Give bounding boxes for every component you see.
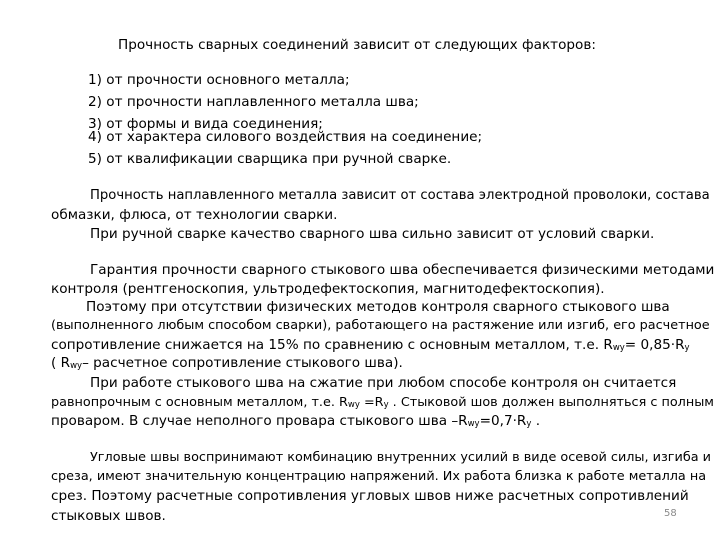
- factor-item-3: 3) от формы и вида соединения;: [88, 116, 323, 132]
- subscript: wy: [347, 400, 360, 410]
- text-run: .: [531, 413, 541, 429]
- paragraph-line: обмазки, флюса, от технологии сварки.: [51, 207, 338, 223]
- text-run: =0,7·R: [479, 413, 527, 429]
- paragraph-line: (выполненного любым способом сварки), работающего на растяжение или изгиб, его расчетное: [51, 318, 710, 333]
- page-number: 58: [664, 508, 677, 519]
- factor-item-4: 4) от характера силового воздействия на соединение;: [88, 129, 483, 145]
- paragraph-line: При ручной сварке качество сварного шва сильно зависит от условий сварки.: [90, 226, 655, 242]
- text-run: равнопрочным с основным металлом, т.е. R: [51, 395, 348, 410]
- paragraph-line: срез. Поэтому расчетные сопротивления угловых швов ниже расчетных сопротивлений: [51, 488, 689, 504]
- subscript: y: [383, 400, 389, 410]
- slide-heading: Прочность сварных соединений зависит от следующих факторов:: [118, 37, 596, 53]
- subscript: y: [526, 419, 532, 429]
- text-run: = 0,85·R: [624, 337, 685, 353]
- paragraph-line: [51, 338, 690, 354]
- subscript: wy: [467, 419, 480, 429]
- paragraph-line: контроля (рентгеноскопия, ультродефектоскопия, магнитодефектоскопия).: [51, 281, 605, 297]
- paragraph-line: Угловые швы воспринимают комбинацию внутренних усилий в виде осевой силы, изгиба и: [90, 450, 711, 465]
- paragraph-line: [51, 414, 540, 430]
- text-run: . Стыковой шов должен выполняться с полным: [388, 395, 714, 410]
- subscript: y: [684, 343, 690, 353]
- paragraph-line: [51, 356, 403, 372]
- text-run: сопротивление снижается на 15% по сравнению с основным металлом, т.е. R: [51, 337, 613, 353]
- subscript: wy: [612, 343, 625, 353]
- paragraph-line: Прочность наплавленного металла зависит от состава электродной проволоки, состава: [90, 188, 710, 203]
- paragraph-line: При работе стыкового шва на сжатие при любом способе контроля он считается: [90, 375, 677, 391]
- paragraph-line: Гарантия прочности сварного стыкового шва обеспечивается физическими методами: [90, 262, 715, 278]
- factor-item-5: 5) от квалификации сварщика при ручной сварке.: [88, 151, 452, 167]
- paragraph-line: Поэтому при отсутствии физических методов контроля сварного стыкового шва: [86, 299, 670, 315]
- text-run: ( R: [51, 355, 71, 371]
- paragraph-line: среза, имеют значительную концентрацию напряжений. Их работа близка к работе металла на: [51, 469, 707, 484]
- paragraph-line: [51, 396, 714, 411]
- factor-item-1: 1) от прочности основного металла;: [88, 72, 350, 88]
- text-run: – расчетное сопротивление стыкового шва).: [82, 355, 403, 371]
- text-run: =R: [359, 395, 384, 410]
- paragraph-line: стыковых швов.: [51, 508, 166, 524]
- text-run: проваром. В случае неполного провара стыкового шва –R: [51, 413, 468, 429]
- subscript: wy: [70, 361, 83, 371]
- factor-item-2: 2) от прочности наплавленного металла шва;: [88, 94, 419, 110]
